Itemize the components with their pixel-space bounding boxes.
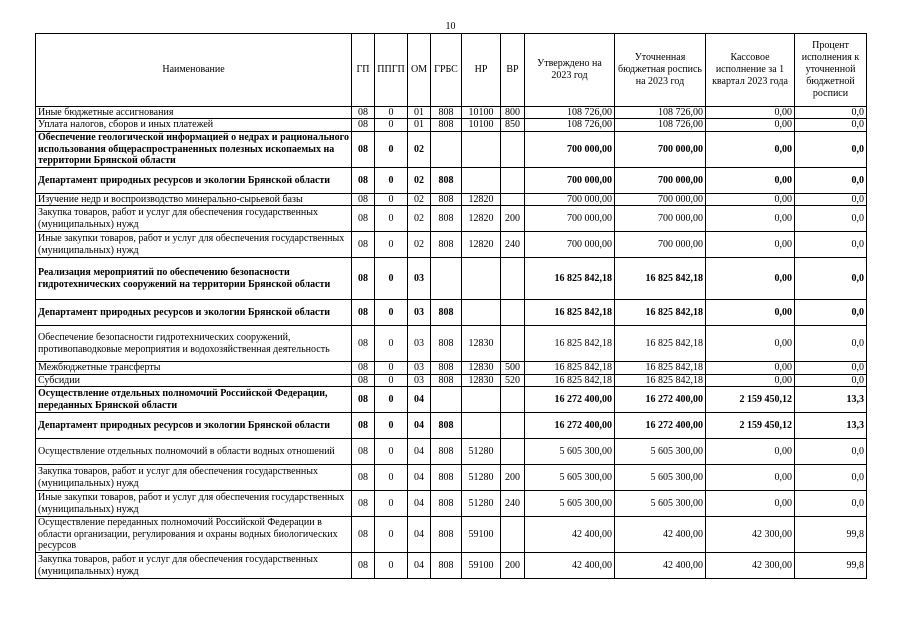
page-number: 10 — [445, 21, 456, 32]
cell-grbs: 808 — [431, 517, 462, 553]
table-row — [36, 107, 867, 119]
cell-grbs: 808 — [431, 300, 462, 326]
table-row — [36, 167, 867, 193]
cell-vr: 240 — [501, 232, 525, 258]
cell-refined: 16 825 842,18 — [615, 374, 706, 386]
cell-nr — [462, 387, 501, 413]
cell-refined: 5 605 300,00 — [615, 491, 706, 517]
table-row — [36, 131, 867, 167]
cell-gp: 08 — [352, 131, 375, 167]
cell-om: 04 — [408, 439, 431, 465]
cell-approved: 16 825 842,18 — [525, 300, 615, 326]
cell-vr — [501, 258, 525, 300]
cell-om: 04 — [408, 553, 431, 579]
cell-om: 03 — [408, 300, 431, 326]
cell-name: Изучение недр и воспроизводство минерально-сырьевой базы — [36, 193, 352, 205]
cell-om: 03 — [408, 326, 431, 362]
cell-cash: 0,00 — [706, 206, 795, 232]
cell-approved: 16 825 842,18 — [525, 362, 615, 374]
cell-name: Департамент природных ресурсов и экологии Брянской области — [36, 167, 352, 193]
cell-refined: 16 825 842,18 — [615, 362, 706, 374]
cell-name: Департамент природных ресурсов и экологии Брянской области — [36, 300, 352, 326]
cell-ppgp: 0 — [375, 374, 408, 386]
cell-name: Закупка товаров, работ и услуг для обеспечения государственных (муниципальных) нужд — [36, 206, 352, 232]
cell-approved: 700 000,00 — [525, 167, 615, 193]
cell-refined: 700 000,00 — [615, 167, 706, 193]
cell-nr: 12830 — [462, 326, 501, 362]
table-body — [36, 107, 867, 579]
header-name: Наименование — [36, 34, 352, 107]
table-row — [36, 387, 867, 413]
cell-cash: 0,00 — [706, 107, 795, 119]
cell-vr — [501, 413, 525, 439]
cell-percent: 0,0 — [795, 131, 867, 167]
cell-ppgp: 0 — [375, 107, 408, 119]
cell-cash: 0,00 — [706, 232, 795, 258]
cell-cash: 0,00 — [706, 300, 795, 326]
cell-percent: 13,3 — [795, 387, 867, 413]
cell-ppgp: 0 — [375, 206, 408, 232]
table-row — [36, 517, 867, 553]
cell-percent: 0,0 — [795, 119, 867, 131]
cell-approved: 16 825 842,18 — [525, 258, 615, 300]
table-row — [36, 326, 867, 362]
header-vr: ВР — [501, 34, 525, 107]
cell-refined: 42 400,00 — [615, 553, 706, 579]
cell-grbs: 808 — [431, 167, 462, 193]
cell-cash: 42 300,00 — [706, 553, 795, 579]
cell-vr — [501, 167, 525, 193]
cell-nr: 12820 — [462, 193, 501, 205]
cell-cash: 0,00 — [706, 439, 795, 465]
cell-name: Осуществление отдельных полномочий в области водных отношений — [36, 439, 352, 465]
cell-gp: 08 — [352, 300, 375, 326]
cell-name: Иные закупки товаров, работ и услуг для обеспечения государственных (муниципальных) нужд — [36, 232, 352, 258]
cell-gp: 08 — [352, 553, 375, 579]
table-row — [36, 232, 867, 258]
cell-om: 04 — [408, 465, 431, 491]
cell-approved: 108 726,00 — [525, 107, 615, 119]
header-grbs: ГРБС — [431, 34, 462, 107]
cell-approved: 16 825 842,18 — [525, 374, 615, 386]
cell-gp: 08 — [352, 232, 375, 258]
cell-nr: 10100 — [462, 119, 501, 131]
header-om: ОМ — [408, 34, 431, 107]
cell-grbs: 808 — [431, 374, 462, 386]
cell-nr — [462, 131, 501, 167]
cell-approved: 5 605 300,00 — [525, 439, 615, 465]
cell-percent: 0,0 — [795, 107, 867, 119]
cell-om: 03 — [408, 258, 431, 300]
cell-approved: 16 272 400,00 — [525, 413, 615, 439]
cell-nr: 59100 — [462, 553, 501, 579]
cell-grbs: 808 — [431, 413, 462, 439]
cell-nr — [462, 300, 501, 326]
cell-grbs: 808 — [431, 206, 462, 232]
cell-name: Закупка товаров, работ и услуг для обеспечения государственных (муниципальных) нужд — [36, 553, 352, 579]
cell-percent: 0,0 — [795, 439, 867, 465]
cell-vr — [501, 387, 525, 413]
cell-gp: 08 — [352, 193, 375, 205]
cell-vr: 800 — [501, 107, 525, 119]
header-approved: Утверждено на 2023 год — [525, 34, 615, 107]
cell-refined: 5 605 300,00 — [615, 465, 706, 491]
cell-vr — [501, 193, 525, 205]
cell-name: Межбюджетные трансферты — [36, 362, 352, 374]
header-cash: Кассовое исполнение за 1 квартал 2023 года — [706, 34, 795, 107]
cell-cash: 0,00 — [706, 131, 795, 167]
cell-nr: 51280 — [462, 465, 501, 491]
cell-gp: 08 — [352, 374, 375, 386]
cell-name: Иные закупки товаров, работ и услуг для обеспечения государственных (муниципальных) нужд — [36, 491, 352, 517]
cell-approved: 700 000,00 — [525, 232, 615, 258]
cell-vr — [501, 517, 525, 553]
cell-refined: 16 272 400,00 — [615, 387, 706, 413]
cell-vr — [501, 439, 525, 465]
cell-vr: 200 — [501, 465, 525, 491]
cell-approved: 108 726,00 — [525, 119, 615, 131]
cell-ppgp: 0 — [375, 232, 408, 258]
cell-cash: 2 159 450,12 — [706, 413, 795, 439]
cell-name: Уплата налогов, сборов и иных платежей — [36, 119, 352, 131]
cell-vr: 850 — [501, 119, 525, 131]
cell-percent: 0,0 — [795, 258, 867, 300]
cell-gp: 08 — [352, 491, 375, 517]
cell-grbs: 808 — [431, 439, 462, 465]
table-row — [36, 439, 867, 465]
cell-percent: 99,8 — [795, 517, 867, 553]
cell-percent: 0,0 — [795, 167, 867, 193]
cell-nr: 51280 — [462, 491, 501, 517]
table-row — [36, 300, 867, 326]
cell-cash: 0,00 — [706, 374, 795, 386]
cell-name: Обеспечение безопасности гидротехнических сооружений, противопаводковые мероприятия и водохозяйственная деятельность — [36, 326, 352, 362]
cell-grbs — [431, 131, 462, 167]
cell-vr: 500 — [501, 362, 525, 374]
cell-percent: 0,0 — [795, 300, 867, 326]
cell-nr: 12820 — [462, 206, 501, 232]
cell-grbs: 808 — [431, 491, 462, 517]
cell-cash: 0,00 — [706, 326, 795, 362]
cell-gp: 08 — [352, 326, 375, 362]
cell-cash: 0,00 — [706, 362, 795, 374]
cell-approved: 700 000,00 — [525, 193, 615, 205]
cell-gp: 08 — [352, 107, 375, 119]
table-row — [36, 258, 867, 300]
cell-cash: 0,00 — [706, 491, 795, 517]
cell-ppgp: 0 — [375, 362, 408, 374]
cell-name: Осуществление переданных полномочий Российской Федерации в области организации, регулирования и охраны водных биологических ресурсов — [36, 517, 352, 553]
cell-percent: 0,0 — [795, 491, 867, 517]
cell-percent: 99,8 — [795, 553, 867, 579]
cell-cash: 0,00 — [706, 167, 795, 193]
table-row — [36, 362, 867, 374]
cell-percent: 0,0 — [795, 374, 867, 386]
cell-grbs — [431, 387, 462, 413]
cell-name: Департамент природных ресурсов и экологии Брянской области — [36, 413, 352, 439]
cell-grbs: 808 — [431, 193, 462, 205]
cell-om: 02 — [408, 206, 431, 232]
cell-om: 01 — [408, 107, 431, 119]
cell-cash: 0,00 — [706, 119, 795, 131]
cell-om: 04 — [408, 491, 431, 517]
table-row — [36, 193, 867, 205]
cell-grbs: 808 — [431, 465, 462, 491]
cell-refined: 700 000,00 — [615, 232, 706, 258]
cell-approved: 5 605 300,00 — [525, 465, 615, 491]
cell-refined: 700 000,00 — [615, 206, 706, 232]
table-row — [36, 119, 867, 131]
cell-om: 02 — [408, 232, 431, 258]
cell-gp: 08 — [352, 119, 375, 131]
cell-name: Закупка товаров, работ и услуг для обеспечения государственных (муниципальных) нужд — [36, 465, 352, 491]
cell-cash: 42 300,00 — [706, 517, 795, 553]
cell-refined: 16 272 400,00 — [615, 413, 706, 439]
cell-ppgp: 0 — [375, 517, 408, 553]
cell-gp: 08 — [352, 439, 375, 465]
cell-refined: 42 400,00 — [615, 517, 706, 553]
cell-gp: 08 — [352, 258, 375, 300]
cell-nr: 51280 — [462, 439, 501, 465]
cell-cash: 0,00 — [706, 193, 795, 205]
cell-ppgp: 0 — [375, 439, 408, 465]
cell-vr: 200 — [501, 553, 525, 579]
cell-vr — [501, 131, 525, 167]
cell-refined: 108 726,00 — [615, 107, 706, 119]
cell-ppgp: 0 — [375, 167, 408, 193]
cell-nr — [462, 167, 501, 193]
cell-refined: 16 825 842,18 — [615, 258, 706, 300]
cell-gp: 08 — [352, 167, 375, 193]
cell-percent: 0,0 — [795, 232, 867, 258]
header-gp: ГП — [352, 34, 375, 107]
table-row — [36, 413, 867, 439]
cell-om: 01 — [408, 119, 431, 131]
cell-approved: 16 825 842,18 — [525, 326, 615, 362]
cell-grbs — [431, 258, 462, 300]
cell-grbs: 808 — [431, 553, 462, 579]
cell-ppgp: 0 — [375, 326, 408, 362]
cell-grbs: 808 — [431, 119, 462, 131]
cell-gp: 08 — [352, 362, 375, 374]
cell-gp: 08 — [352, 206, 375, 232]
cell-om: 02 — [408, 167, 431, 193]
cell-approved: 42 400,00 — [525, 553, 615, 579]
cell-approved: 42 400,00 — [525, 517, 615, 553]
cell-name: Реализация мероприятий по обеспечению безопасности гидротехнических сооружений на территории Брянской области — [36, 258, 352, 300]
table-row — [36, 374, 867, 386]
cell-refined: 108 726,00 — [615, 119, 706, 131]
cell-name: Обеспечение геологической информацией о недрах и рационального использования общераспространенных полезных ископаемых на территории Брянской области — [36, 131, 352, 167]
cell-vr — [501, 300, 525, 326]
table-row — [36, 491, 867, 517]
cell-om: 03 — [408, 362, 431, 374]
cell-ppgp: 0 — [375, 465, 408, 491]
cell-name: Осуществление отдельных полномочий Российской Федерации, переданных Брянской области — [36, 387, 352, 413]
cell-grbs: 808 — [431, 326, 462, 362]
table-row — [36, 206, 867, 232]
cell-name: Иные бюджетные ассигнования — [36, 107, 352, 119]
cell-refined: 5 605 300,00 — [615, 439, 706, 465]
cell-om: 03 — [408, 374, 431, 386]
cell-vr: 520 — [501, 374, 525, 386]
cell-nr: 12830 — [462, 374, 501, 386]
cell-cash: 0,00 — [706, 258, 795, 300]
cell-gp: 08 — [352, 465, 375, 491]
cell-grbs: 808 — [431, 232, 462, 258]
cell-nr: 12830 — [462, 362, 501, 374]
cell-ppgp: 0 — [375, 131, 408, 167]
cell-approved: 700 000,00 — [525, 206, 615, 232]
cell-ppgp: 0 — [375, 300, 408, 326]
header-ppgp: ППГП — [375, 34, 408, 107]
header-refined: Уточненная бюджетная роспись на 2023 год — [615, 34, 706, 107]
cell-refined: 700 000,00 — [615, 193, 706, 205]
cell-name: Субсидии — [36, 374, 352, 386]
cell-nr: 59100 — [462, 517, 501, 553]
budget-table — [35, 33, 867, 579]
cell-ppgp: 0 — [375, 258, 408, 300]
cell-nr — [462, 258, 501, 300]
cell-om: 04 — [408, 517, 431, 553]
cell-approved: 5 605 300,00 — [525, 491, 615, 517]
cell-cash: 0,00 — [706, 465, 795, 491]
cell-percent: 0,0 — [795, 326, 867, 362]
table-row — [36, 553, 867, 579]
cell-vr — [501, 326, 525, 362]
cell-cash: 2 159 450,12 — [706, 387, 795, 413]
cell-ppgp: 0 — [375, 119, 408, 131]
cell-ppgp: 0 — [375, 413, 408, 439]
cell-gp: 08 — [352, 387, 375, 413]
cell-nr — [462, 413, 501, 439]
cell-gp: 08 — [352, 413, 375, 439]
cell-om: 04 — [408, 387, 431, 413]
cell-percent: 0,0 — [795, 206, 867, 232]
cell-refined: 16 825 842,18 — [615, 300, 706, 326]
cell-approved: 16 272 400,00 — [525, 387, 615, 413]
cell-percent: 0,0 — [795, 362, 867, 374]
cell-grbs: 808 — [431, 107, 462, 119]
cell-vr: 240 — [501, 491, 525, 517]
cell-percent: 13,3 — [795, 413, 867, 439]
table-row — [36, 465, 867, 491]
cell-percent: 0,0 — [795, 193, 867, 205]
cell-nr: 10100 — [462, 107, 501, 119]
table-header-row — [36, 34, 867, 107]
cell-om: 02 — [408, 193, 431, 205]
header-percent: Процент исполнения к уточненной бюджетной росписи — [795, 34, 867, 107]
cell-grbs: 808 — [431, 362, 462, 374]
cell-gp: 08 — [352, 517, 375, 553]
cell-approved: 700 000,00 — [525, 131, 615, 167]
cell-percent: 0,0 — [795, 465, 867, 491]
cell-refined: 700 000,00 — [615, 131, 706, 167]
cell-vr: 200 — [501, 206, 525, 232]
cell-nr: 12820 — [462, 232, 501, 258]
header-nr: НР — [462, 34, 501, 107]
cell-om: 04 — [408, 413, 431, 439]
cell-om: 02 — [408, 131, 431, 167]
cell-ppgp: 0 — [375, 387, 408, 413]
cell-ppgp: 0 — [375, 491, 408, 517]
cell-ppgp: 0 — [375, 193, 408, 205]
cell-ppgp: 0 — [375, 553, 408, 579]
cell-refined: 16 825 842,18 — [615, 326, 706, 362]
